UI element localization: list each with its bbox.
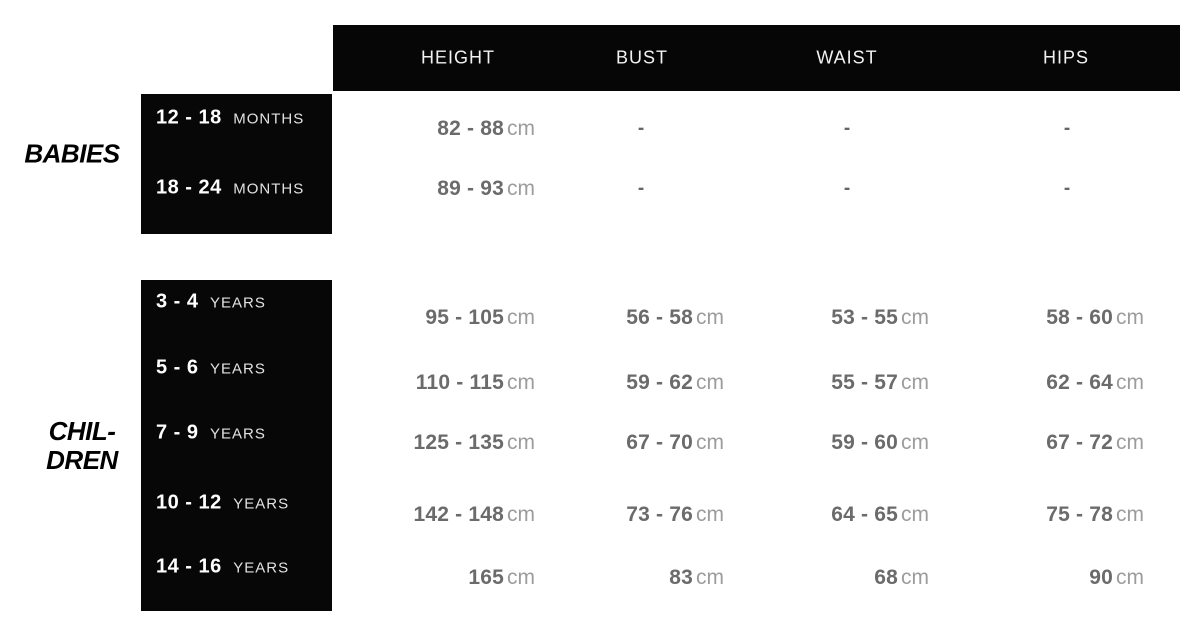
value-number: 64 - 65 (831, 503, 898, 526)
cell-children-4-hips (1089, 566, 1144, 590)
babies-age-panel (141, 94, 332, 234)
value-number: 110 - 115 (415, 371, 504, 394)
value-number: 68 (874, 566, 898, 589)
cell-babies-0-hips: - (1063, 118, 1071, 139)
value-number: 59 - 62 (626, 371, 693, 394)
cell-babies-1-waist: - (843, 178, 851, 199)
cell-children-0-waist (831, 306, 929, 330)
value-number: 58 - 60 (1046, 306, 1113, 329)
cell-children-2-hips (1046, 431, 1144, 455)
age-range: 18 - 24 (156, 176, 222, 199)
age-unit: YEARS (209, 425, 266, 443)
age-unit: MONTHS (233, 110, 305, 128)
value-number: 82 - 88 (437, 117, 504, 140)
value-number: 89 - 93 (437, 177, 504, 200)
age-row-14-16-years (156, 556, 289, 579)
age-row-10-12-years (156, 492, 289, 515)
cell-children-1-waist (831, 371, 929, 395)
value-unit: cm (1116, 371, 1144, 394)
value-unit: cm (1116, 431, 1144, 454)
group-label-children-line1: CHIL- (48, 416, 116, 446)
cell-children-0-height (425, 306, 535, 330)
value-unit: cm (696, 431, 724, 454)
value-unit: cm (901, 566, 929, 589)
value-number: 90 (1089, 566, 1113, 589)
cell-children-3-height (413, 503, 535, 527)
cell-children-2-waist (831, 431, 929, 455)
value-unit: cm (507, 503, 535, 526)
value-unit: cm (696, 566, 724, 589)
value-unit: cm (901, 503, 929, 526)
age-row-7-9-years (156, 422, 266, 445)
cell-children-0-bust (626, 306, 724, 330)
cell-babies-1-hips: - (1063, 178, 1071, 199)
cell-children-4-waist (874, 566, 929, 590)
age-range: 3 - 4 (156, 290, 199, 313)
group-label-babies: BABIES (24, 138, 120, 169)
cell-children-3-hips (1046, 503, 1144, 527)
value-number: 53 - 55 (831, 306, 898, 329)
value-number: 55 - 57 (831, 371, 898, 394)
age-range: 5 - 6 (156, 356, 199, 379)
cell-children-1-bust (626, 371, 724, 395)
value-unit: cm (507, 371, 535, 394)
value-unit: cm (507, 117, 535, 140)
value-unit: cm (507, 177, 535, 200)
value-number: 95 - 105 (425, 306, 504, 329)
column-header-hips: HIPS (1042, 47, 1090, 68)
age-range: 10 - 12 (156, 491, 222, 514)
cell-children-1-hips (1046, 371, 1144, 395)
value-number: 75 - 78 (1046, 503, 1113, 526)
value-number: 67 - 72 (1046, 431, 1113, 454)
age-row-3-4-years (156, 291, 266, 314)
age-row-5-6-years (156, 357, 266, 380)
group-label-children (8, 417, 156, 475)
cell-children-4-bust (669, 566, 724, 590)
column-header-height: HEIGHT (420, 47, 496, 68)
cell-children-2-bust (626, 431, 724, 455)
value-unit: cm (507, 306, 535, 329)
table-header-bar (333, 25, 1180, 91)
cell-babies-1-bust: - (637, 178, 645, 199)
age-row-18-24-months (156, 177, 304, 200)
value-unit: cm (507, 566, 535, 589)
age-unit: YEARS (209, 294, 266, 312)
value-number: 83 (669, 566, 693, 589)
cell-children-3-waist (831, 503, 929, 527)
value-number: 165 (468, 566, 504, 589)
value-unit: cm (1116, 306, 1144, 329)
age-unit: YEARS (233, 495, 290, 513)
age-row-12-18-months (156, 107, 304, 130)
children-age-panel (141, 280, 332, 611)
value-unit: cm (1116, 566, 1144, 589)
age-unit: YEARS (209, 360, 266, 378)
age-range: 7 - 9 (156, 421, 199, 444)
age-unit: YEARS (233, 559, 290, 577)
cell-babies-0-height (437, 117, 535, 141)
cell-babies-0-bust: - (637, 118, 645, 139)
value-unit: cm (1116, 503, 1144, 526)
age-range: 14 - 16 (156, 555, 222, 578)
value-number: 59 - 60 (831, 431, 898, 454)
cell-babies-1-height (437, 177, 535, 201)
value-number: 125 - 135 (413, 431, 504, 454)
value-number: 56 - 58 (626, 306, 693, 329)
value-unit: cm (696, 306, 724, 329)
age-range: 12 - 18 (156, 106, 222, 129)
cell-babies-0-waist: - (843, 118, 851, 139)
column-header-bust: BUST (615, 47, 669, 68)
value-number: 73 - 76 (626, 503, 693, 526)
value-unit: cm (507, 431, 535, 454)
value-unit: cm (901, 371, 929, 394)
value-number: 62 - 64 (1046, 371, 1113, 394)
value-unit: cm (696, 503, 724, 526)
value-unit: cm (901, 431, 929, 454)
cell-children-1-height (416, 371, 535, 395)
age-unit: MONTHS (233, 180, 305, 198)
value-unit: cm (901, 306, 929, 329)
cell-children-2-height (413, 431, 535, 455)
value-unit: cm (696, 371, 724, 394)
group-label-children-line2: DREN (46, 445, 118, 475)
cell-children-4-height (468, 566, 535, 590)
value-number: 142 - 148 (413, 503, 504, 526)
cell-children-0-hips (1046, 306, 1144, 330)
column-header-waist: WAIST (816, 47, 878, 68)
value-number: 67 - 70 (626, 431, 693, 454)
cell-children-3-bust (626, 503, 724, 527)
